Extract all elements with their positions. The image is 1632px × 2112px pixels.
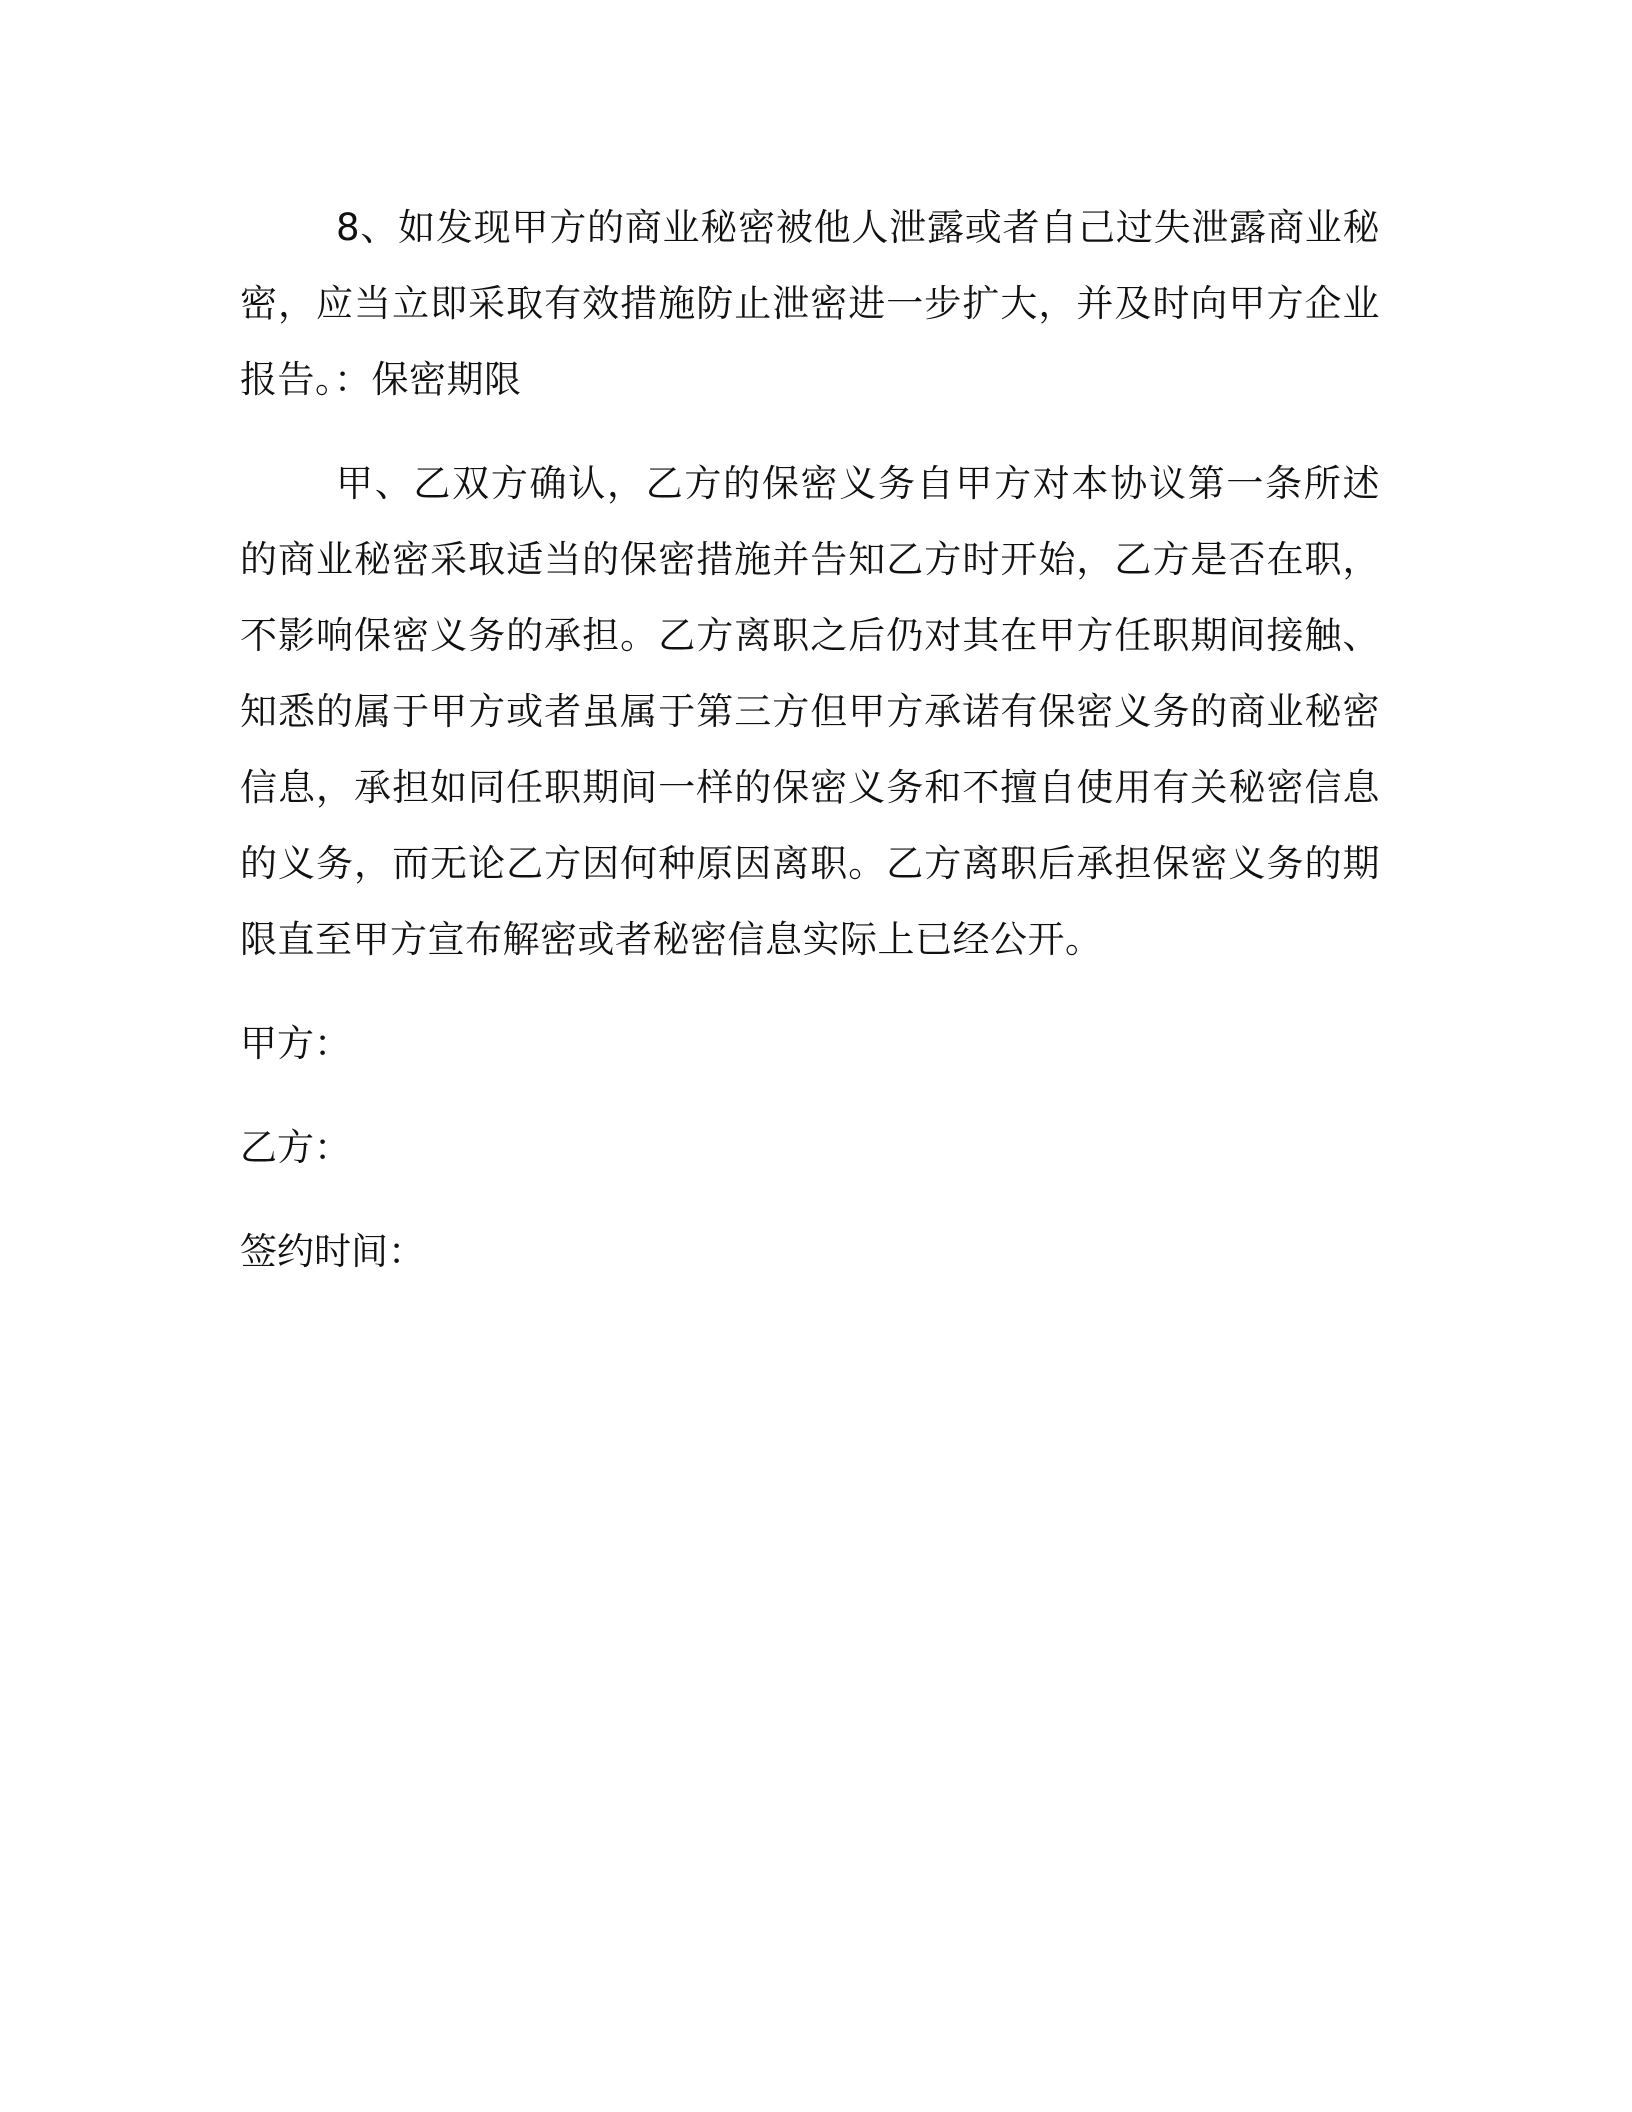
- document-body: [240, 190, 1380, 1290]
- party-b-label: 乙方：: [240, 1126, 351, 1169]
- signature-block: [240, 1006, 1380, 1290]
- sign-date-label: 签约时间：: [240, 1230, 425, 1273]
- paragraph-clause-8: 8、如发现甲方的商业秘密被他人泄露或者自己过失泄露商业秘密，应当立即采取有效措施防止泄密进一步扩大，并及时向甲方企业报告。：保密期限: [240, 206, 1380, 401]
- party-a-label: 甲方：: [240, 1022, 351, 1065]
- paragraph-confidentiality-term: 甲、乙双方确认，乙方的保密义务自甲方对本协议第一条所述的商业秘密采取适当的保密措施并告知乙方时开始，乙方是否在职，不影响保密义务的承担。乙方离职之后仍对其在甲方任职期间接触、知悉的属于甲方或者虽属于第三方但甲方承诺有保密义务的商业秘密信息，承担如同任职期间一样的保密义务和不擅自使用有关秘密信息的义务，而无论乙方因何种原因离职。乙方离职后承担保密义务的期限直至甲方宣布解密或者秘密信息实际上已经公开。: [240, 462, 1380, 961]
